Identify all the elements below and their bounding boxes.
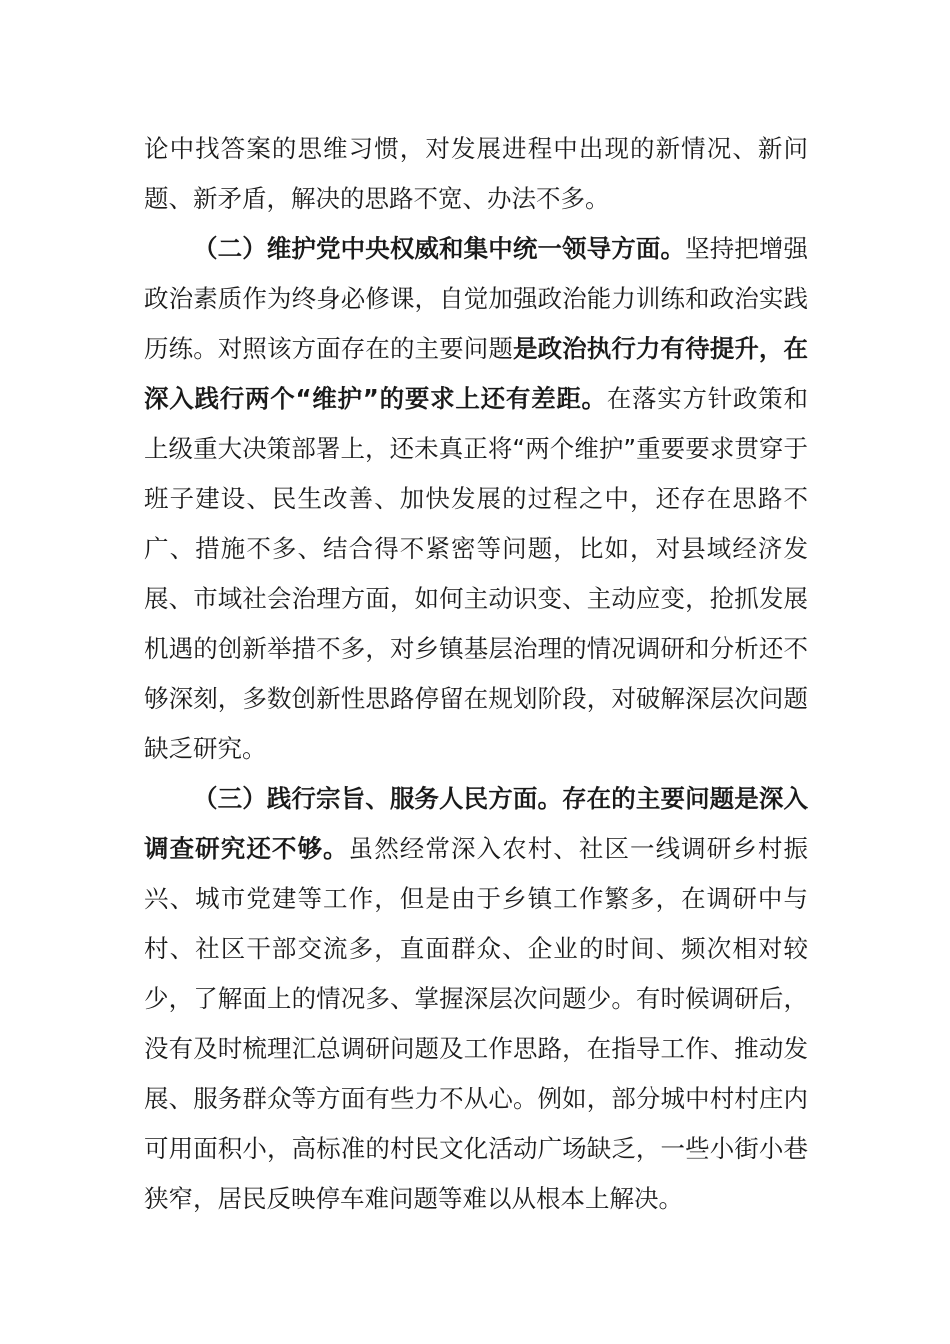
section-three-text: 虽然经常深入农村、社区一线调研乡村振兴、城市党建等工作，但是由于乡镇工作繁多，在调研中与村、社区干部交流多，直面群众、企业的时间、频次相对较少，了解面上的情况多、掌握深层次问题少。有时候调研后，没有及时梳理汇总调研问题及工作思路，在指导工作、推动发展、服务群众等方面有些力不从心。例如，部分城中村村庄内可用面积小，高标准的村民文化活动广场缺乏，一些小街小巷狭窄，居民反映停车难问题等难以从根本上解决。: [144, 834, 808, 1213]
section-two-text-1: 坚持把增强政治素质作为终身必修课，自觉加强政治能力训练和政治实践历练。对照该方面存在的主要问题: [144, 234, 809, 363]
paragraph-section-two: [144, 224, 808, 774]
section-two-heading: （二）维护党中央权威和集中统一领导方面。: [193, 234, 686, 263]
paragraph-text: 论中找答案的思维习惯，对发展进程中出现的新情况、新问题、新矛盾，解决的思路不宽、办法不多。: [144, 134, 808, 213]
section-two-text-2: 在落实方针政策和上级重大决策部署上，还未真正将“两个维护”重要要求贯穿于班子建设、民生改善、加快发展的过程之中，还存在思路不广、措施不多、结合得不紧密等问题，比如，对县域经济发展、市域社会治理方面，如何主动识变、主动应变，抢抓发展机遇的创新举措不多，对乡镇基层治理的情况调研和分析还不够深刻，多数创新性思路停留在规划阶段，对破解深层次问题缺乏研究。: [144, 384, 809, 763]
section-two-bold-problem: 是政治执行力有待提升，在深入践行两个“维护”的要求上还有差距。: [144, 334, 809, 413]
paragraph-continuation: [144, 124, 808, 224]
paragraph-section-three: [144, 774, 808, 1224]
section-three-heading: （三）践行宗旨、服务人民方面。存在的主要问题是深入调查研究还不够。: [144, 784, 808, 863]
document-body: [144, 124, 808, 1224]
